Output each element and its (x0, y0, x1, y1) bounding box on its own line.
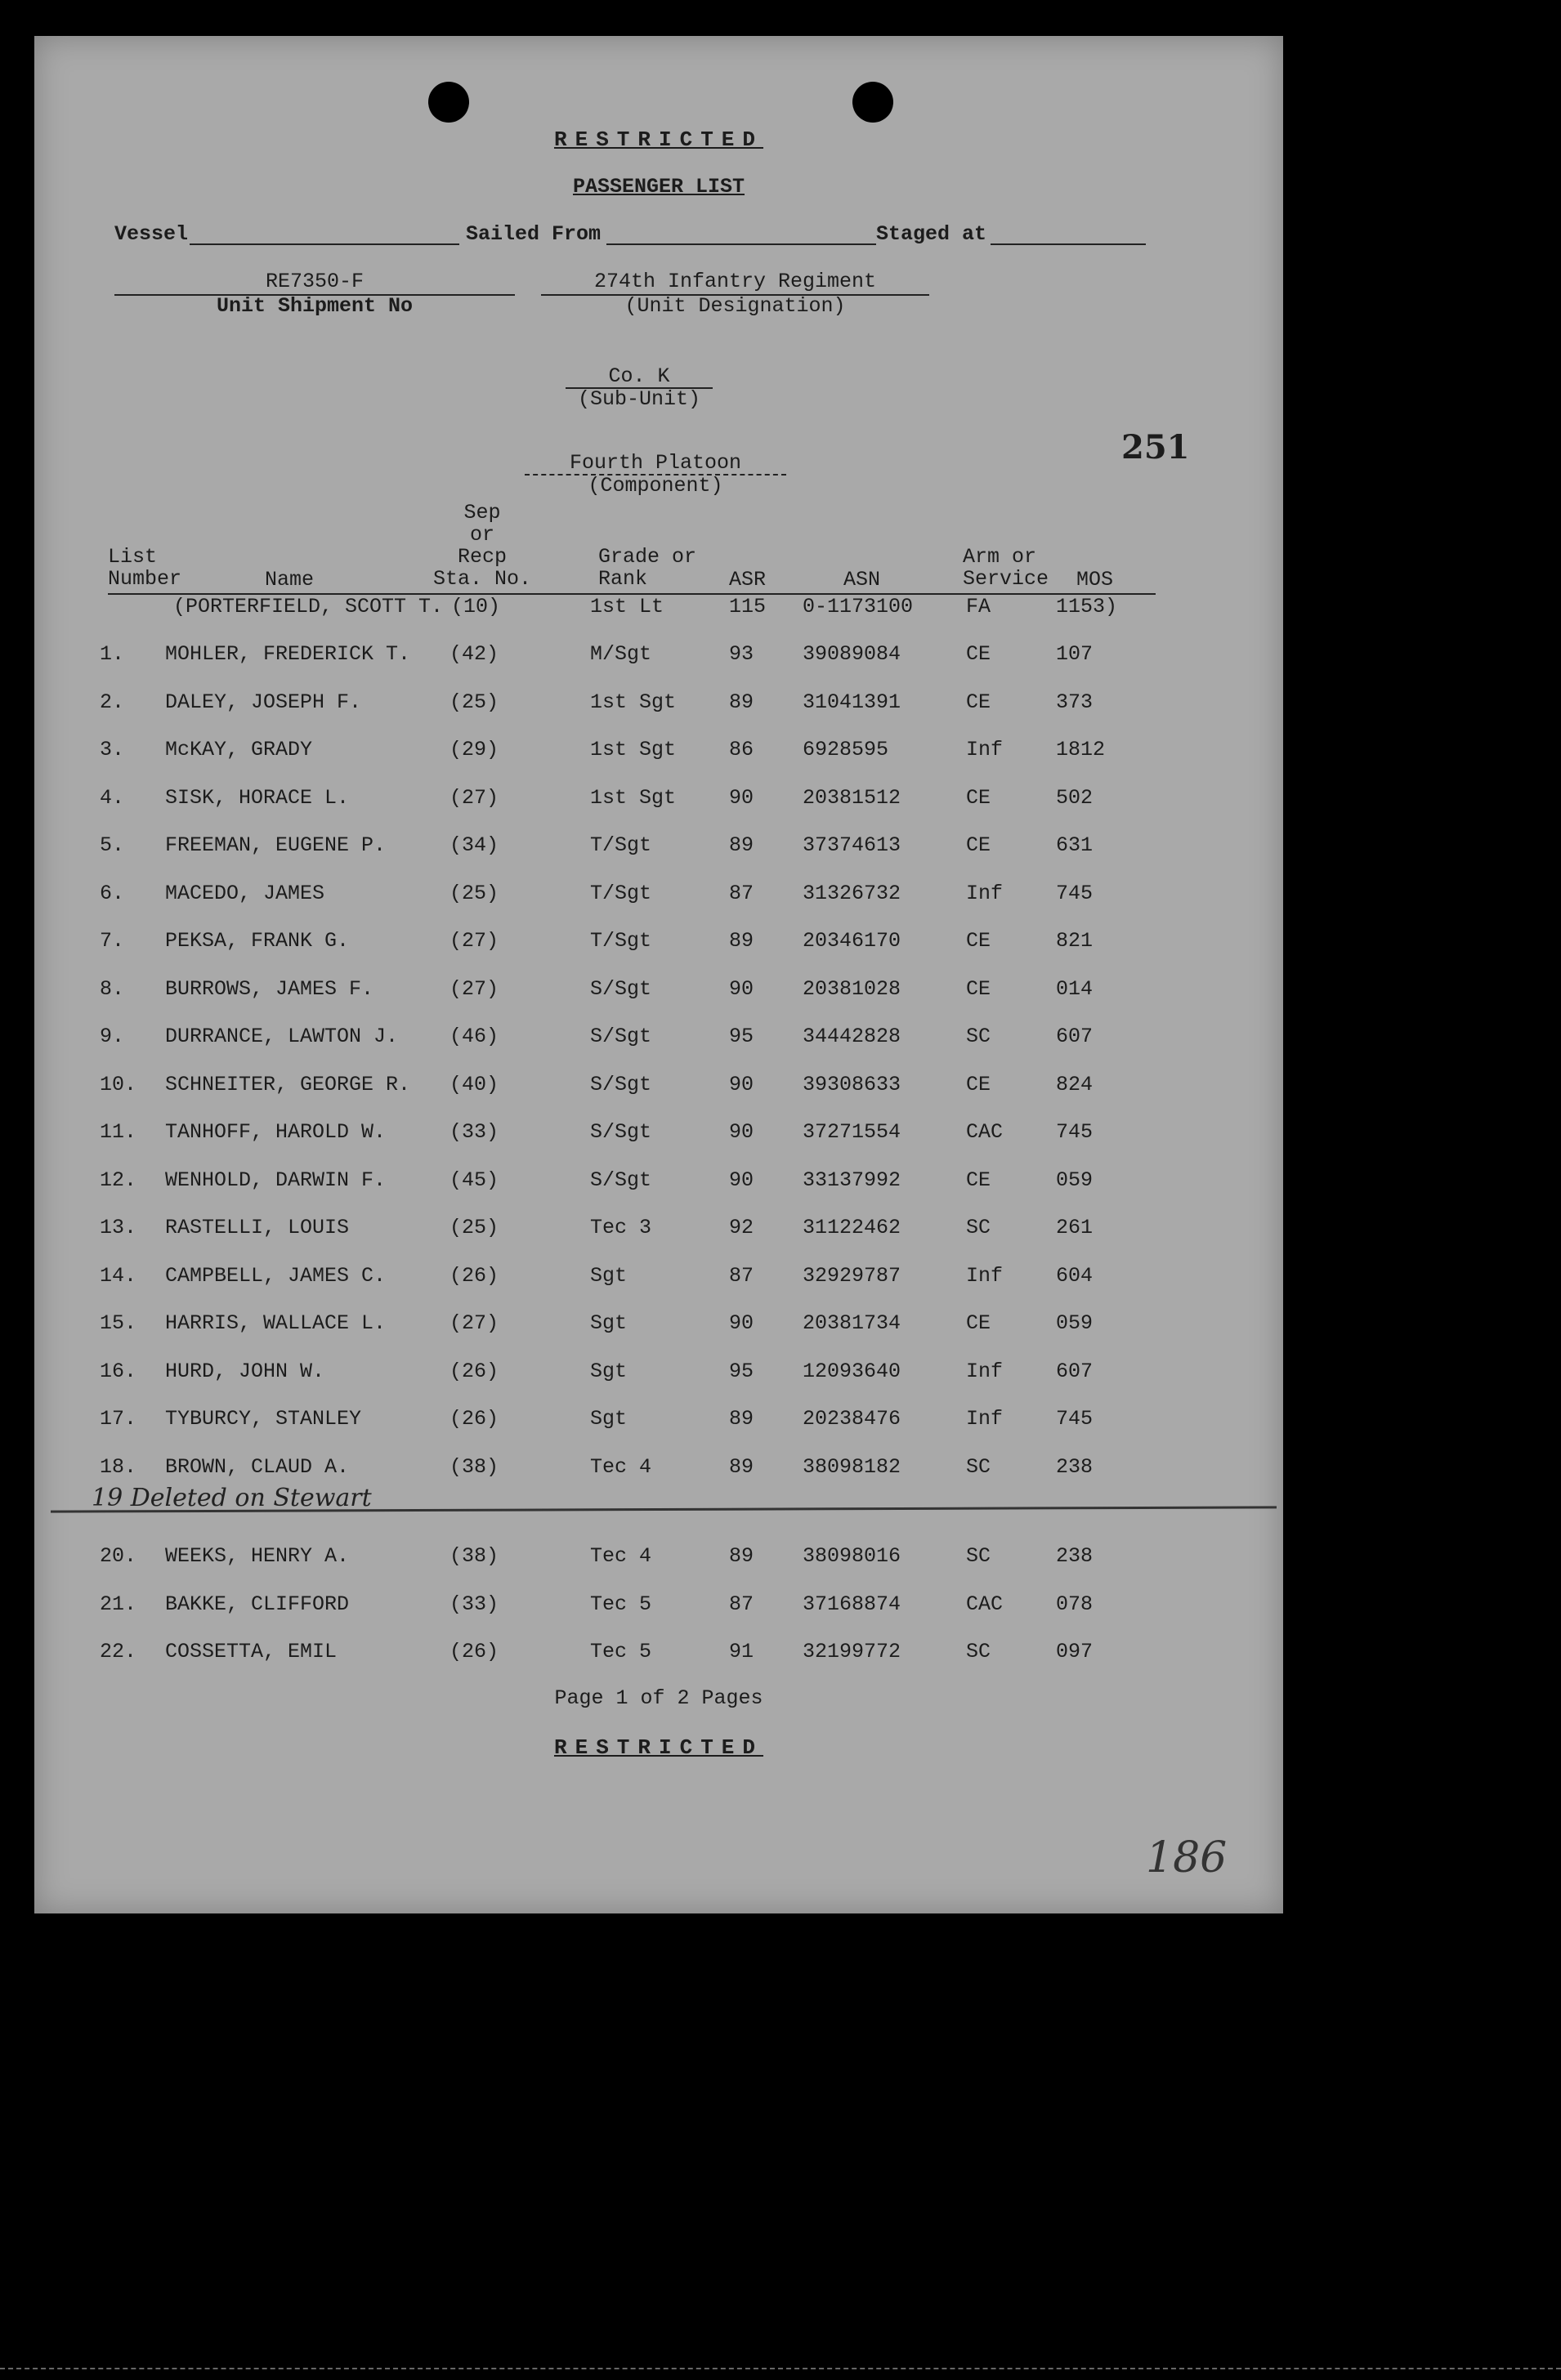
cell-num: 8. (100, 976, 125, 1001)
cell-asn: 32199772 (803, 1640, 901, 1663)
cell-sep: (25) (450, 881, 499, 905)
document-page (34, 36, 1283, 1913)
table-row (34, 1407, 1283, 1440)
table-row (34, 1073, 1283, 1105)
cell-arm: Inf (966, 1407, 1004, 1431)
scan-edge-line (0, 2368, 1561, 2369)
table-row (34, 1216, 1283, 1248)
table-row (34, 833, 1283, 866)
handwritten-page-number: 186 (1146, 1833, 1228, 1882)
cell-mos: 631 (1056, 833, 1094, 857)
cell-asn: 38098182 (803, 1454, 901, 1479)
cell-sep: (29) (450, 738, 499, 761)
cell-name: WENHOLD, DARWIN F. (165, 1168, 387, 1192)
cell-arm: CE (966, 690, 991, 714)
cell-asr: 91 (729, 1640, 754, 1663)
cell-sep: (33) (450, 1120, 499, 1144)
cell-num: 14. (100, 1263, 137, 1288)
unit-designation: 274th Infantry Regiment (593, 270, 877, 293)
cell-arm: CE (966, 976, 991, 1001)
cell-sep: (33) (450, 1592, 499, 1616)
cell-arm: SC (966, 1025, 991, 1048)
deleted-note: 19 Deleted on Stewart (92, 1484, 372, 1512)
officer-grade: 1st Lt (590, 595, 664, 618)
cell-sep: (38) (450, 1454, 499, 1479)
cell-name: BURROWS, JAMES F. (165, 976, 374, 1001)
cell-asn: 20381512 (803, 785, 901, 810)
cell-grade: S/Sgt (590, 1025, 652, 1048)
cell-num: 18. (100, 1454, 137, 1479)
cell-num: 13. (100, 1216, 137, 1239)
cell-arm: SC (966, 1544, 991, 1568)
cell-num: 12. (100, 1168, 137, 1192)
cell-num: 3. (100, 738, 125, 761)
cell-num: 7. (100, 929, 125, 953)
cell-name: HARRIS, WALLACE L. (165, 1311, 387, 1335)
cell-num: 2. (100, 690, 125, 714)
cell-mos: 238 (1056, 1544, 1094, 1568)
cell-grade: Tec 4 (590, 1454, 652, 1479)
cell-asr: 87 (729, 1263, 754, 1288)
cell-arm: CE (966, 1168, 991, 1192)
cell-arm: Inf (966, 881, 1004, 905)
cell-name: HURD, JOHN W. (165, 1359, 325, 1383)
cell-asr: 89 (729, 929, 754, 953)
cell-mos: 821 (1056, 929, 1094, 953)
cell-asn: 37271554 (803, 1120, 901, 1144)
col-list-number: List Number (108, 545, 182, 591)
cell-asr: 93 (729, 642, 754, 666)
cell-grade: 1st Sgt (590, 785, 677, 810)
cell-asr: 90 (729, 1072, 754, 1096)
table-row (34, 786, 1283, 819)
cell-asn: 31326732 (803, 881, 901, 905)
cell-asr: 90 (729, 785, 754, 810)
col-grade: Grade or Rank (598, 545, 697, 591)
table-row (34, 1360, 1283, 1392)
unit-shipment-label: Unit Shipment No (216, 294, 414, 318)
unit-shipment-no: RE7350-F (265, 270, 365, 293)
cell-grade: Sgt (590, 1359, 628, 1383)
cell-grade: Sgt (590, 1407, 628, 1431)
table-row (34, 977, 1283, 1010)
cell-name: COSSETTA, EMIL (165, 1640, 338, 1663)
cell-name: BAKKE, CLIFFORD (165, 1592, 350, 1616)
cell-arm: CE (966, 1311, 991, 1335)
cell-sep: (34) (450, 833, 499, 857)
officer-row (34, 595, 1283, 627)
cell-arm: SC (966, 1640, 991, 1663)
cell-mos: 059 (1056, 1311, 1094, 1335)
cell-name: PEKSA, FRANK G. (165, 929, 350, 953)
cell-mos: 607 (1056, 1025, 1094, 1048)
cell-mos: 824 (1056, 1072, 1094, 1096)
cell-sep: (27) (450, 785, 499, 810)
cell-asn: 31122462 (803, 1216, 901, 1239)
cell-asn: 38098016 (803, 1544, 901, 1568)
officer-name: (PORTERFIELD, SCOTT T. (173, 595, 444, 618)
table-row (34, 882, 1283, 914)
col-asn: ASN (843, 568, 881, 592)
cell-grade: T/Sgt (590, 929, 652, 953)
table-row (34, 1120, 1283, 1153)
cell-sep: (27) (450, 929, 499, 953)
cell-num: 20. (100, 1544, 137, 1568)
cell-mos: 261 (1056, 1216, 1094, 1239)
table-row (34, 1168, 1283, 1201)
cell-mos: 107 (1056, 642, 1094, 666)
cell-grade: Sgt (590, 1263, 628, 1288)
cell-num: 21. (100, 1592, 137, 1616)
cell-sep: (26) (450, 1407, 499, 1431)
sub-unit: Co. K (608, 364, 670, 388)
table-row (34, 1025, 1283, 1057)
cell-asn: 20238476 (803, 1407, 901, 1431)
cell-mos: 745 (1056, 881, 1094, 905)
cell-mos: 604 (1056, 1263, 1094, 1288)
cell-grade: S/Sgt (590, 1120, 652, 1144)
cell-asr: 95 (729, 1359, 754, 1383)
cell-mos: 1812 (1056, 738, 1106, 761)
table-row (34, 738, 1283, 770)
table-row (34, 642, 1283, 675)
col-sep: Sep or Recp Sta. No. (433, 501, 532, 591)
table-row (34, 1640, 1283, 1672)
cell-mos: 059 (1056, 1168, 1094, 1192)
cell-asn: 37374613 (803, 833, 901, 857)
cell-arm: SC (966, 1216, 991, 1239)
cell-asn: 20381028 (803, 976, 901, 1001)
cell-asr: 90 (729, 1120, 754, 1144)
cell-sep: (38) (450, 1544, 499, 1568)
col-mos: MOS (1076, 568, 1114, 592)
cell-asr: 86 (729, 738, 754, 761)
cell-name: MACEDO, JAMES (165, 881, 325, 905)
cell-sep: (45) (450, 1168, 499, 1192)
col-arm: Arm or Service (963, 545, 1049, 591)
cell-asn: 32929787 (803, 1263, 901, 1288)
vessel-blank (190, 243, 459, 245)
cell-asr: 95 (729, 1025, 754, 1048)
cell-asn: 20381734 (803, 1311, 901, 1335)
col-name: Name (265, 568, 315, 592)
cell-asn: 39308633 (803, 1072, 901, 1096)
cell-name: MOHLER, FREDERICK T. (165, 642, 411, 666)
cell-name: DALEY, JOSEPH F. (165, 690, 362, 714)
cell-mos: 097 (1056, 1640, 1094, 1663)
cell-name: CAMPBELL, JAMES C. (165, 1263, 387, 1288)
cell-asr: 90 (729, 976, 754, 1001)
cell-mos: 373 (1056, 690, 1094, 714)
cell-arm: Inf (966, 1263, 1004, 1288)
cell-sep: (27) (450, 1311, 499, 1335)
classification-bottom: RESTRICTED (553, 1735, 764, 1760)
cell-mos: 078 (1056, 1592, 1094, 1616)
table-row (34, 1544, 1283, 1577)
col-asr: ASR (729, 568, 767, 592)
sailed-from-label: Sailed From (466, 222, 602, 246)
cell-sep: (27) (450, 976, 499, 1001)
cell-asr: 92 (729, 1216, 754, 1239)
cell-asr: 89 (729, 1544, 754, 1568)
table-row (34, 1264, 1283, 1297)
table-row (34, 929, 1283, 962)
cell-grade: Tec 5 (590, 1592, 652, 1616)
cell-asr: 89 (729, 1454, 754, 1479)
cell-arm: CAC (966, 1120, 1004, 1144)
cell-num: 17. (100, 1407, 137, 1431)
cell-sep: (26) (450, 1640, 499, 1663)
officer-sep: (10) (451, 595, 501, 618)
classification-top: RESTRICTED (553, 127, 764, 152)
cell-asr: 87 (729, 881, 754, 905)
cell-grade: Tec 5 (590, 1640, 652, 1663)
officer-asr: 115 (729, 595, 767, 618)
cell-num: 11. (100, 1120, 137, 1144)
cell-name: SCHNEITER, GEORGE R. (165, 1072, 411, 1096)
page-title: PASSENGER LIST (572, 175, 745, 199)
cell-arm: CE (966, 1072, 991, 1096)
table-row (34, 1311, 1283, 1344)
cell-name: TYBURCY, STANLEY (165, 1407, 362, 1431)
cell-sep: (40) (450, 1072, 499, 1096)
cell-name: SISK, HORACE L. (165, 785, 350, 810)
officer-mos: 1153) (1056, 595, 1118, 618)
cell-asn: 34442828 (803, 1025, 901, 1048)
sub-unit-label: (Sub-Unit) (577, 387, 701, 411)
cell-mos: 014 (1056, 976, 1094, 1001)
cell-grade: S/Sgt (590, 1168, 652, 1192)
cell-grade: T/Sgt (590, 833, 652, 857)
cell-sep: (26) (450, 1359, 499, 1383)
cell-grade: Tec 4 (590, 1544, 652, 1568)
cell-asr: 87 (729, 1592, 754, 1616)
cell-grade: 1st Sgt (590, 738, 677, 761)
staged-at-label: Staged at (876, 222, 987, 246)
officer-asn: 0-1173100 (803, 595, 914, 618)
cell-sep: (46) (450, 1025, 499, 1048)
cell-num: 15. (100, 1311, 137, 1335)
page-count: Page 1 of 2 Pages (554, 1686, 763, 1710)
cell-asn: 33137992 (803, 1168, 901, 1192)
cell-name: WEEKS, HENRY A. (165, 1544, 350, 1568)
table-row (34, 1592, 1283, 1625)
cell-mos: 502 (1056, 785, 1094, 810)
cell-num: 16. (100, 1359, 137, 1383)
cell-arm: CE (966, 642, 991, 666)
cell-grade: M/Sgt (590, 642, 652, 666)
cell-arm: SC (966, 1454, 991, 1479)
cell-grade: S/Sgt (590, 1072, 652, 1096)
officer-arm: FA (966, 595, 991, 618)
cell-mos: 607 (1056, 1359, 1094, 1383)
component-label: (Component) (588, 474, 723, 498)
cell-num: 9. (100, 1025, 125, 1048)
cell-sep: (42) (450, 642, 499, 666)
cell-asr: 89 (729, 1407, 754, 1431)
cell-asn: 12093640 (803, 1359, 901, 1383)
cell-name: McKAY, GRADY (165, 738, 313, 761)
cell-grade: Tec 3 (590, 1216, 652, 1239)
cell-arm: Inf (966, 1359, 1004, 1383)
punch-hole (852, 82, 893, 123)
sailed-from-blank (606, 243, 876, 245)
cell-num: 22. (100, 1640, 137, 1663)
cell-sep: (25) (450, 690, 499, 714)
cell-arm: CE (966, 785, 991, 810)
cell-asn: 39089084 (803, 642, 901, 666)
cell-asn: 6928595 (803, 738, 889, 761)
cell-grade: 1st Sgt (590, 690, 677, 714)
cell-num: 4. (100, 785, 125, 810)
cell-sep: (26) (450, 1263, 499, 1288)
cell-asr: 90 (729, 1168, 754, 1192)
cell-grade: Sgt (590, 1311, 628, 1335)
cell-num: 5. (100, 833, 125, 857)
cell-asr: 89 (729, 833, 754, 857)
table-row (34, 690, 1283, 723)
cell-name: DURRANCE, LAWTON J. (165, 1025, 399, 1048)
cell-arm: Inf (966, 738, 1004, 761)
unit-designation-label: (Unit Designation) (624, 294, 846, 318)
cell-arm: CAC (966, 1592, 1004, 1616)
cell-name: TANHOFF, HAROLD W. (165, 1120, 387, 1144)
table-row (34, 1455, 1283, 1488)
staged-at-blank (991, 243, 1146, 245)
punch-hole (428, 82, 469, 123)
cell-asn: 20346170 (803, 929, 901, 953)
cell-asn: 31041391 (803, 690, 901, 714)
cell-mos: 745 (1056, 1120, 1094, 1144)
cell-sep: (25) (450, 1216, 499, 1239)
sheet-number: 251 (1121, 428, 1190, 467)
cell-name: RASTELLI, LOUIS (165, 1216, 350, 1239)
cell-grade: S/Sgt (590, 976, 652, 1001)
cell-arm: CE (966, 833, 991, 857)
cell-asr: 90 (729, 1311, 754, 1335)
cell-name: BROWN, CLAUD A. (165, 1454, 350, 1479)
cell-num: 1. (100, 642, 125, 666)
component: Fourth Platoon (569, 451, 742, 475)
cell-arm: CE (966, 929, 991, 953)
cell-name: FREEMAN, EUGENE P. (165, 833, 387, 857)
cell-mos: 745 (1056, 1407, 1094, 1431)
cell-asr: 89 (729, 690, 754, 714)
cell-grade: T/Sgt (590, 881, 652, 905)
cell-asn: 37168874 (803, 1592, 901, 1616)
cell-num: 6. (100, 881, 125, 905)
vessel-label: Vessel (114, 222, 189, 246)
cell-mos: 238 (1056, 1454, 1094, 1479)
cell-num: 10. (100, 1072, 137, 1096)
